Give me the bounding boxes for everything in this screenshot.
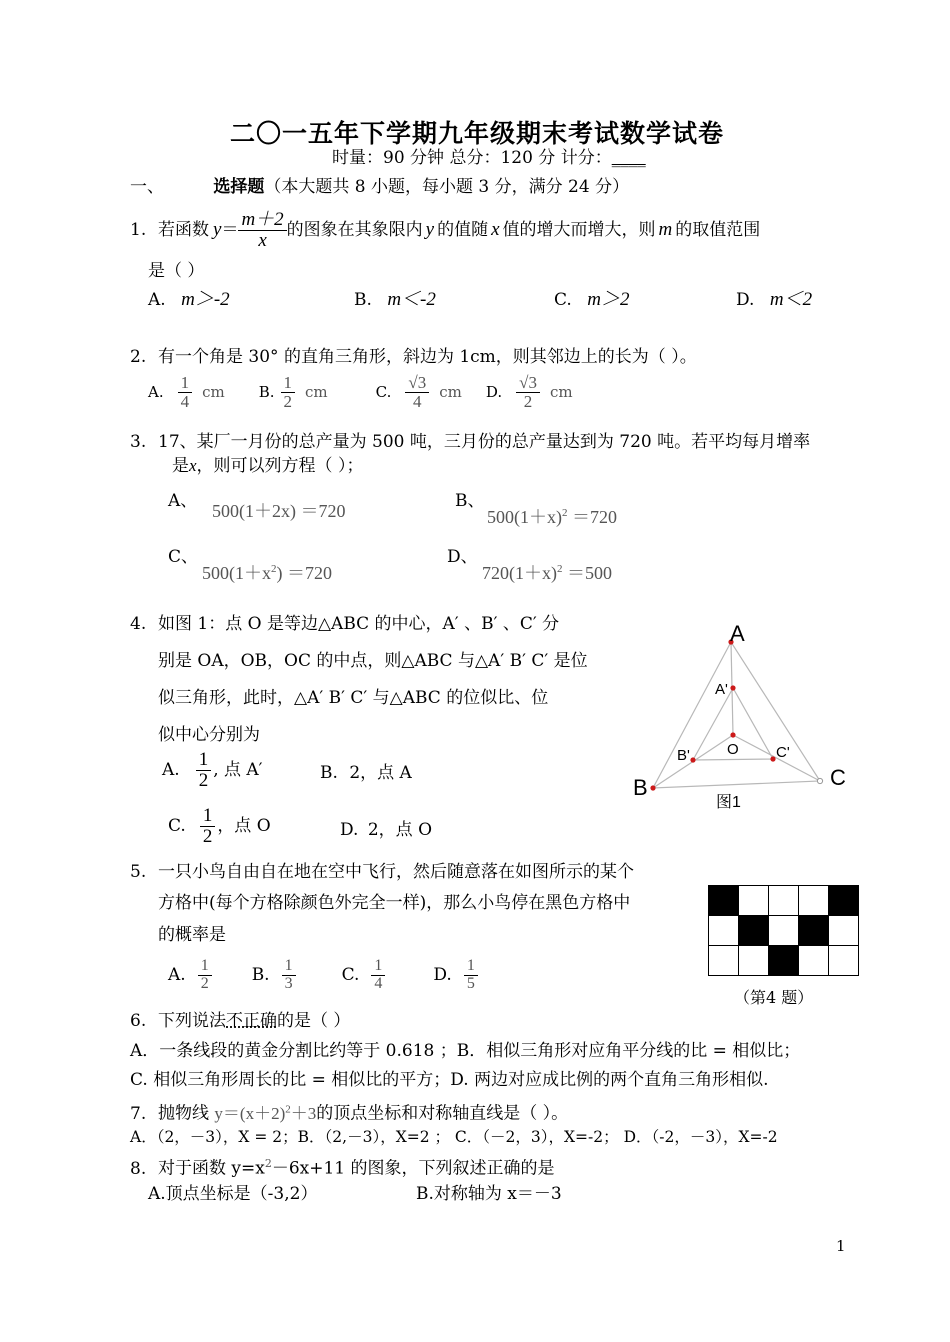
page-number: 1 xyxy=(836,1237,846,1255)
q1-text-post: 的取值范围 xyxy=(675,220,761,241)
q3-text-a: 是 xyxy=(172,456,189,476)
option-fraction xyxy=(282,958,296,993)
frac-denominator: 2 xyxy=(202,825,213,847)
option-label: D. xyxy=(485,383,503,402)
frac-denominator: 5 xyxy=(466,974,475,992)
option-formula xyxy=(202,558,332,584)
q7-formula-sup: 2 xyxy=(285,1103,291,1115)
frac-denominator: 4 xyxy=(413,391,422,411)
option-sup: 2 xyxy=(562,507,568,519)
q2-option-d[interactable] xyxy=(486,374,573,411)
question-number: 5. xyxy=(130,862,147,882)
q1-option-b[interactable] xyxy=(354,289,436,311)
option-label: B. xyxy=(320,763,338,783)
frac-numerator: 1 xyxy=(200,806,216,827)
frac-numerator: 1 xyxy=(196,750,212,771)
q5-options xyxy=(168,958,478,993)
grid-cell-white xyxy=(829,916,859,946)
option-label: D. xyxy=(340,820,359,840)
section-note: （本大题共 8 小题，每小题 3 分，满分 24 分） xyxy=(264,177,630,197)
section-heading xyxy=(130,176,629,198)
grid-row xyxy=(709,886,859,916)
figure-caption: 图1 xyxy=(716,794,741,811)
option-label: C. xyxy=(554,290,572,310)
q3-option-b[interactable] xyxy=(455,490,617,527)
q5-line: 方格中(每个方格除颜色外完全一样)，那么小鸟停在黑色方格中 xyxy=(158,893,631,913)
option-label: A. xyxy=(148,383,164,402)
label-a: A xyxy=(730,621,745,646)
q5-option-b[interactable] xyxy=(252,958,296,993)
probability-grid xyxy=(708,885,859,976)
q3-text-b: ，则可以列方程（ ）； xyxy=(196,456,364,476)
grid-cell-black xyxy=(799,916,829,946)
option-label: C. xyxy=(341,965,360,986)
option-label: A. xyxy=(168,965,186,986)
question-number: 2. xyxy=(130,347,147,367)
option-fraction xyxy=(178,374,193,411)
grid-row xyxy=(709,946,859,976)
option-text: ，点 O xyxy=(217,816,271,837)
question-number: 4. xyxy=(130,614,147,634)
q1-text-mid: 的图象在其象限内 xyxy=(286,220,423,241)
grid-row xyxy=(709,916,859,946)
exam-info xyxy=(332,147,646,169)
option-label: D. xyxy=(433,965,452,986)
frac-denominator: 2 xyxy=(283,391,293,411)
frac-denominator: 4 xyxy=(374,974,383,992)
question-7 xyxy=(130,1098,568,1125)
q8-text-post: －6x+11 的图象，下列叙述正确的是 xyxy=(271,1158,555,1179)
q8-text-pre: 对于函数 y=x xyxy=(158,1158,265,1179)
q1-var-y: y xyxy=(213,219,222,241)
grid-cell-black xyxy=(709,886,739,916)
q8-sup: 2 xyxy=(264,1157,272,1170)
q1-frac-numerator: m＋2 xyxy=(238,210,286,231)
label-c-prime: C' xyxy=(776,744,790,761)
q7-options[interactable]: A．（2，－3），X = 2；B．（2,－3），X=2 ； C．（－2，3），X=-2； D．（-2，－3），X=-2 xyxy=(130,1128,778,1146)
triangle-lines xyxy=(653,642,820,788)
option-fraction xyxy=(371,958,385,993)
q7-formula-a: y＝(x＋2) xyxy=(214,1103,286,1123)
option-formula xyxy=(487,502,617,528)
grid-cell-white xyxy=(739,886,769,916)
frac-denominator: 2 xyxy=(523,391,533,411)
option-fraction xyxy=(198,958,212,993)
option-unit: cm xyxy=(549,383,573,402)
q1-option-c[interactable] xyxy=(554,289,629,311)
option-label: C. xyxy=(375,383,392,402)
option-fraction xyxy=(200,806,216,847)
q1-fraction xyxy=(238,210,286,251)
option-text: 500(1＋2x) ＝720 xyxy=(212,501,346,521)
frac-numerator: 1 xyxy=(281,374,296,393)
figure-1-triangle xyxy=(630,615,860,815)
question-number: 6. xyxy=(130,1011,147,1031)
option-fraction xyxy=(405,374,429,411)
option-unit: cm xyxy=(439,383,462,402)
q2-text: 有一个角是 30° 的直角三角形，斜边为 1cm，则其邻边上的长为（ ）。 xyxy=(158,347,697,367)
option-text: 500(1＋x xyxy=(202,563,271,583)
option-fraction xyxy=(516,374,540,411)
section-number: 一、 xyxy=(130,177,164,197)
q1-var-m: m xyxy=(658,219,673,241)
question-8 xyxy=(130,1153,555,1180)
grid-cell-white xyxy=(829,946,859,976)
frac-numerator: 1 xyxy=(371,958,385,976)
question-number: 8. xyxy=(130,1158,147,1179)
frac-denominator: 4 xyxy=(180,391,190,411)
option-fraction xyxy=(281,374,296,411)
option-label: C. xyxy=(168,816,186,837)
q5-line: 一只小鸟自由自在地在空中飞行，然后随意落在如图所示的某个 xyxy=(158,862,634,882)
option-label: D、 xyxy=(447,547,478,567)
q6-emphasis: 不正确 xyxy=(226,1011,277,1031)
grid-cell-white xyxy=(709,916,739,946)
point-o-dot xyxy=(730,732,735,737)
q1-option-d[interactable] xyxy=(736,289,812,311)
q7-text-post: 的顶点坐标和对称轴直线是（ ）。 xyxy=(316,1103,569,1124)
option-text: 2，点 A xyxy=(349,763,412,783)
q3-option-a[interactable] xyxy=(168,490,346,521)
point-c-dot xyxy=(817,778,822,783)
option-sup: 2 xyxy=(557,563,563,575)
q1-var-y2: y xyxy=(425,219,435,241)
q4-option-b[interactable] xyxy=(320,762,412,784)
option-text2: ) ＝720 xyxy=(276,563,332,583)
option-label: A、 xyxy=(168,491,198,511)
frac-numerator: 1 xyxy=(178,374,193,393)
outer-triangle xyxy=(653,642,820,788)
q4-line: 别是 OA，OB，OC 的中点，则△ABC 与△A′ B′ C′ 是位 xyxy=(158,651,588,671)
frac-denominator: 3 xyxy=(284,974,293,992)
q1-text-mid3: 值的增大而增大，则 xyxy=(502,220,656,241)
grid-cell-white xyxy=(709,946,739,976)
question-6 xyxy=(130,1010,350,1032)
option-text2: ＝720 xyxy=(567,507,617,527)
q7-formula-b: ＋3 xyxy=(290,1103,317,1123)
q4-option-a[interactable] xyxy=(162,750,263,791)
option-text: 500(1＋x) xyxy=(487,507,562,527)
label-o: O xyxy=(727,741,739,758)
q5-option-d[interactable] xyxy=(433,958,477,993)
grid-cell-black xyxy=(769,946,799,976)
option-label: B. xyxy=(258,383,275,402)
q2-option-c[interactable] xyxy=(376,374,462,411)
question-number: 3. xyxy=(130,432,147,452)
frac-numerator: 1 xyxy=(282,958,296,976)
q4-line: 如图 1：点 O 是等边△ABC 的中心，A′ 、B′ 、C′ 分 xyxy=(158,614,560,634)
option-text: m＞-2 xyxy=(181,289,230,310)
option-label: C、 xyxy=(168,547,199,567)
q2-options xyxy=(148,374,573,411)
option-unit: cm xyxy=(305,383,328,402)
question-number: 1. xyxy=(130,220,147,241)
q6-text-pre: 下列说法 xyxy=(158,1011,226,1031)
option-text: , 点 A′ xyxy=(213,760,263,781)
q1-line2: 是（ ） xyxy=(148,261,205,281)
point-b-dot xyxy=(650,785,655,790)
option-text: 720(1＋x) xyxy=(482,563,557,583)
label-a-prime: A' xyxy=(715,681,728,698)
q3-var-x: x xyxy=(189,456,197,475)
grid-cell-black xyxy=(829,886,859,916)
label-b: B xyxy=(633,775,648,800)
option-text: m＜2 xyxy=(769,289,813,310)
option-label: B. xyxy=(354,290,372,310)
option-text: 2，点 O xyxy=(367,820,433,840)
grid-cell-white xyxy=(769,886,799,916)
option-text2: ＝500 xyxy=(562,563,612,583)
q4-line: 似三角形，此时，△A′ B′ C′ 与△ABC 的位似比、位 xyxy=(158,688,549,708)
section-title: 选择题 xyxy=(213,177,265,197)
option-label: D. xyxy=(736,290,755,310)
label-b-prime: B' xyxy=(677,747,690,764)
q1-frac-denominator: x xyxy=(258,229,267,251)
q1-var-x: x xyxy=(491,219,500,241)
grid-cell-white xyxy=(769,916,799,946)
q6-options-ab[interactable]: A．一条线段的黄金分割比约等于 0.618 ；B．相似三角形对应角平分线的比 = 相似比； xyxy=(130,1041,801,1061)
grid-caption: （第4 题） xyxy=(734,988,814,1007)
question-number: 7. xyxy=(130,1103,147,1124)
q4-line: 似中心分别为 xyxy=(158,725,260,745)
question-1 xyxy=(130,210,760,251)
score-blank: ____ xyxy=(611,148,646,168)
q3-option-d[interactable] xyxy=(447,546,612,583)
question-5 xyxy=(130,861,634,883)
frac-denominator: 2 xyxy=(200,974,209,992)
q5-option-c[interactable] xyxy=(342,958,386,993)
grid-cell-white xyxy=(739,946,769,976)
q2-option-b[interactable] xyxy=(259,374,328,411)
grid-cell-white xyxy=(799,946,829,976)
q4-option-d[interactable] xyxy=(340,819,432,841)
option-label: A. xyxy=(162,760,180,781)
frac-numerator: 1 xyxy=(464,958,478,976)
frac-denominator: 2 xyxy=(198,769,209,791)
exam-info-text: 时量：90 分钟 总分：120 分 计分： xyxy=(332,148,612,168)
question-4 xyxy=(130,613,559,635)
q8-option-a[interactable]: A.顶点坐标是（-3,2） xyxy=(148,1184,318,1204)
frac-numerator: 1 xyxy=(198,958,212,976)
q3-option-c[interactable] xyxy=(168,546,332,583)
q2-option-a[interactable] xyxy=(148,374,225,411)
question-3 xyxy=(130,431,810,453)
grid-cell-white xyxy=(799,886,829,916)
q1-option-a[interactable] xyxy=(148,289,230,311)
label-c: C xyxy=(830,765,846,790)
q3-line1: 17、某厂一月份的总产量为 500 吨，三月份的总产量达到为 720 吨。若平均每月增率 xyxy=(158,432,811,452)
point-bp-dot xyxy=(690,757,695,762)
option-label: A. xyxy=(148,290,166,310)
q6-text-post: 的是（ ） xyxy=(277,1011,351,1031)
option-fraction xyxy=(196,750,212,791)
option-unit: cm xyxy=(202,383,225,402)
q1-text-mid2: 的值随 xyxy=(437,220,489,241)
grid-cell-black xyxy=(739,916,769,946)
frac-numerator: √3 xyxy=(516,374,540,393)
option-text: m＜-2 xyxy=(387,289,436,310)
option-label: B、 xyxy=(455,491,485,511)
page-title: 二〇一五年下学期九年级期末考试数学试卷 xyxy=(230,119,725,148)
option-text: m＞2 xyxy=(587,289,630,310)
q8-option-b[interactable]: B.对称轴为 x＝－3 xyxy=(416,1184,562,1204)
q3-line2 xyxy=(172,455,363,477)
q4-option-c[interactable] xyxy=(168,806,271,847)
option-sup: 2 xyxy=(271,563,277,575)
q1-eq: ＝ xyxy=(221,220,239,241)
q7-formula xyxy=(214,1104,316,1123)
point-cp-dot xyxy=(770,756,775,761)
option-fraction xyxy=(464,958,478,993)
point-ap-dot xyxy=(730,685,735,690)
question-2 xyxy=(130,346,697,368)
frac-numerator: √3 xyxy=(405,374,429,393)
q1-text-pre: 若函数 xyxy=(158,220,209,241)
option-label: B. xyxy=(251,965,270,986)
option-formula xyxy=(482,558,612,584)
q6-options-cd[interactable]: C. 相似三角形周长的比 = 相似比的平方；D. 两边对应成比例的两个直角三角形相似. xyxy=(130,1070,769,1090)
q7-text-pre: 抛物线 xyxy=(158,1103,209,1124)
q5-line: 的概率是 xyxy=(158,925,226,945)
q5-option-a[interactable] xyxy=(168,958,212,993)
